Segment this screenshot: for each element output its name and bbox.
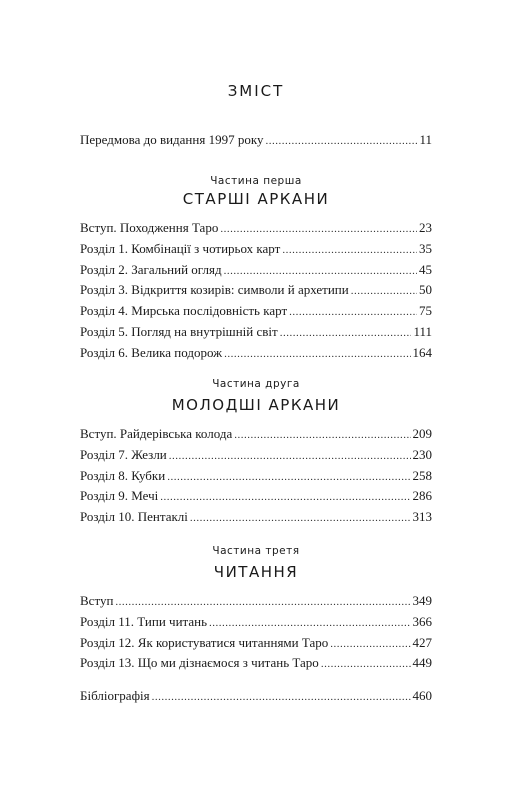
toc-entry[interactable] (80, 260, 432, 281)
toc-entry[interactable] (80, 301, 432, 322)
toc-entry-label: Бібліографія (80, 688, 150, 703)
toc-entry-label: Розділ 2. Загальний огляд (80, 261, 222, 277)
toc-entry-label: Вступ (80, 593, 114, 608)
dot-leader (280, 323, 412, 344)
toc-entry-page: 11 (419, 132, 432, 147)
toc-entry[interactable] (80, 466, 432, 487)
toc-entry[interactable] (80, 322, 432, 343)
toc-entry[interactable] (80, 612, 432, 633)
toc-entry[interactable] (80, 507, 432, 528)
toc-entry-label: Розділ 13. Що ми дізнаємося з читань Таро (80, 655, 319, 671)
toc-entry[interactable] (80, 239, 432, 260)
preface-list (80, 130, 432, 151)
toc-entry-label: Розділ 5. Погляд на внутрішній світ (80, 323, 278, 339)
toc-entry[interactable] (80, 633, 432, 654)
toc-entry-label: Вступ. Райдерівська колода (80, 426, 233, 441)
toc-entry-label: Розділ 11. Типи читань (80, 613, 208, 629)
toc-entry-label: Розділ 3. Відкриття козирів: символи й архетипи (80, 282, 349, 298)
toc-entry[interactable] (80, 280, 432, 301)
toc-entry-page: 258 (412, 467, 432, 483)
toc-entry[interactable] (80, 653, 432, 674)
dot-leader (330, 634, 410, 655)
part-2-title: МОЛОДШІ АРКАНИ (171, 396, 341, 414)
toc-entry-page: 209 (412, 426, 432, 441)
toc-entry-page: 230 (412, 446, 432, 462)
toc-entry-page: 164 (412, 344, 432, 360)
dot-leader (265, 131, 417, 152)
toc-entry[interactable] (80, 343, 432, 364)
toc-entry-label: Розділ 4. Мирська послідовність карт (80, 303, 288, 319)
toc-entry-label: Розділ 7. Жезли (80, 446, 167, 462)
toc-entry-page: 35 (419, 240, 432, 256)
dot-leader (224, 261, 417, 282)
toc-entry-label: Передмова до видання 1997 року (80, 132, 264, 147)
toc-entry-page: 111 (413, 323, 432, 339)
dot-leader (209, 613, 410, 634)
toc-entry[interactable] (80, 445, 432, 466)
dot-leader (190, 508, 411, 529)
toc-entry[interactable] (80, 486, 432, 507)
dot-leader (321, 654, 411, 675)
toc-entry-page: 349 (412, 593, 432, 608)
part-1-title: СТАРШІ АРКАНИ (182, 190, 330, 208)
toc-entry-page: 460 (412, 688, 432, 703)
dot-leader (115, 592, 410, 613)
dot-leader (220, 219, 417, 240)
toc-entry[interactable] (80, 591, 432, 612)
part-3-label: Частина третя (212, 545, 300, 557)
toc-entry-bibliography[interactable] (80, 686, 432, 707)
toc-entry-page: 286 (412, 488, 432, 504)
dot-leader (289, 302, 417, 323)
dot-leader (224, 344, 410, 365)
table-of-contents-page (80, 0, 432, 800)
toc-entry-page: 23 (419, 220, 432, 235)
dot-leader (169, 446, 411, 467)
toc-entry-page: 45 (419, 261, 432, 277)
part-2-entries (80, 424, 432, 528)
part-1-label: Частина перша (210, 175, 302, 187)
toc-entry-page: 449 (412, 655, 432, 671)
dot-leader (234, 425, 410, 446)
dot-leader (160, 487, 410, 508)
dot-leader (282, 240, 417, 261)
part-1-entries (80, 218, 432, 364)
toc-entry[interactable] (80, 218, 432, 239)
toc-entry-label: Розділ 10. Пентаклі (80, 509, 188, 525)
toc-entry-label: Розділ 8. Кубки (80, 467, 166, 483)
toc-entry-label: Розділ 6. Велика подорож (80, 344, 223, 360)
dot-leader (152, 687, 411, 708)
toc-entry-page: 50 (419, 282, 432, 298)
toc-entry-page: 75 (419, 303, 432, 319)
toc-entry[interactable] (80, 424, 432, 445)
toc-entry-page: 366 (412, 613, 432, 629)
part-3-entries (80, 591, 432, 674)
toc-entry-page: 313 (412, 509, 432, 525)
toc-entry-page: 427 (412, 634, 432, 650)
dot-leader (351, 281, 417, 302)
toc-entry-label: Розділ 9. Мечі (80, 488, 159, 504)
toc-entry-label: Розділ 1. Комбінації з чотирьох карт (80, 240, 281, 256)
toc-title: ЗМІСТ (227, 82, 285, 100)
toc-entry-label: Розділ 12. Як користуватися читаннями Таро (80, 634, 329, 650)
toc-entry-label: Вступ. Походження Таро (80, 220, 219, 235)
part-3-title: ЧИТАННЯ (213, 563, 299, 581)
back-matter-list (80, 686, 432, 707)
part-2-label: Частина друга (212, 378, 300, 390)
toc-entry-preface[interactable] (80, 130, 432, 151)
dot-leader (167, 467, 410, 488)
